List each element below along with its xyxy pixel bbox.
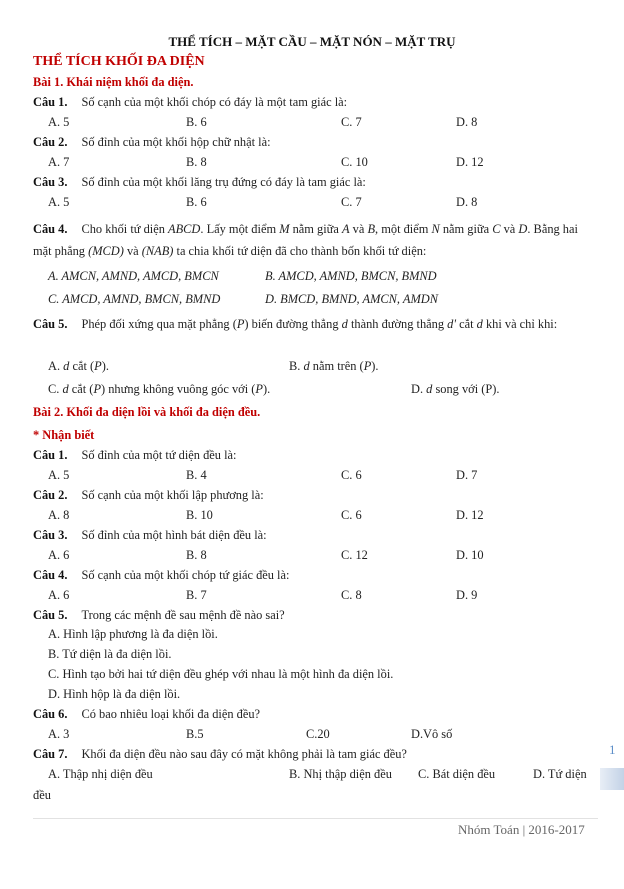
question-label: Câu 3.	[33, 175, 68, 189]
question-label: Câu 2.	[33, 488, 68, 502]
page-edge-tab	[600, 768, 624, 790]
option-b: B. 8	[186, 155, 207, 169]
option-c: C. 6	[341, 508, 362, 522]
question-2-7	[33, 744, 598, 765]
option-b: B. 4	[186, 468, 207, 482]
option-a: A. 5	[48, 115, 70, 129]
option-c: C. 6	[341, 468, 362, 482]
option-a: A. 6	[48, 548, 70, 562]
question-2-1	[33, 445, 598, 466]
question-1-2	[33, 132, 598, 153]
question-text: Số cạnh của một khối lập phương là:	[81, 488, 264, 502]
page-number: 1	[609, 742, 616, 757]
question-label: Câu 5.	[33, 317, 68, 331]
question-text: Số đỉnh của một hình bát diện đều là:	[81, 528, 267, 542]
option-a: A. Thập nhị diện đều	[48, 767, 153, 781]
option-d: D. 8	[456, 115, 478, 129]
option-b: B. AMCD, AMND, BMCN, BMND	[265, 269, 437, 283]
question-1-1	[33, 92, 598, 113]
question-label: Câu 4.	[33, 222, 68, 236]
question-label: Câu 6.	[33, 707, 68, 721]
level-heading: * Nhận biết	[33, 428, 95, 442]
option-c: C.20	[306, 727, 330, 741]
question-2-2	[33, 485, 598, 506]
option-c: C. Bát diện đều	[418, 767, 496, 781]
option-b: B. Tứ diện là đa diện lồi.	[48, 647, 172, 661]
footer-divider	[33, 818, 598, 819]
option-c: C. 7	[341, 195, 362, 209]
question-label: Câu 5.	[33, 608, 68, 622]
option-b: B. 10	[186, 508, 213, 522]
question-label: Câu 2.	[33, 135, 68, 149]
option-c: C. 12	[341, 548, 368, 562]
option-b: B. d nằm trên (P).	[289, 359, 379, 373]
option-d: D. 12	[456, 155, 484, 169]
question-2-6	[33, 704, 598, 725]
question-1-3	[33, 172, 598, 193]
option-b: B. 8	[186, 548, 207, 562]
option-b: B. 6	[186, 115, 207, 129]
question-text: Có bao nhiêu loại khối đa diện đều?	[81, 707, 261, 721]
option-a: A. AMCN, AMND, AMCD, BMCN	[48, 269, 219, 283]
question-label: Câu 7.	[33, 747, 68, 761]
question-2-5	[33, 605, 598, 626]
option-c: C. d cắt (P) nhưng không vuông góc với (P).	[48, 382, 271, 396]
footer-text: Nhóm Toán | 2016-2017	[458, 822, 585, 837]
section-heading: THỂ TÍCH KHỐI ĐA DIỆN	[33, 54, 205, 69]
question-text: Số cạnh của một khối chóp tứ giác đều là:	[81, 568, 290, 582]
option-c: C. 10	[341, 155, 368, 169]
lesson-2-heading: Bài 2. Khối đa diện lồi và khối đa diện đều.	[33, 405, 261, 419]
option-a: A. 6	[48, 588, 70, 602]
option-d-continuation: đều	[33, 788, 51, 802]
lesson-1-heading: Bài 1. Khái niệm khối đa diện.	[33, 75, 194, 89]
option-d: D. 8	[456, 195, 478, 209]
question-text: Số đỉnh của một khối hộp chữ nhật là:	[81, 135, 271, 149]
option-d: D. d song với (P).	[411, 382, 500, 396]
question-text: Số cạnh của một khối chóp có đáy là một tam giác là:	[81, 95, 348, 109]
option-a: A. d cắt (P).	[48, 359, 109, 373]
option-d: D.Vô số	[411, 727, 453, 741]
option-d: D. 7	[456, 468, 478, 482]
option-a: A. 7	[48, 155, 70, 169]
option-d: D. 10	[456, 548, 484, 562]
question-1-4: Câu 4. Cho khối tứ diện ABCD. Lấy một điểm M nằm giữa A và B, một điểm N nằm giữa C và D. Bằng hai mặt phẳng (MCD) và (NAB) ta chia khối tứ diện đã cho thành bốn khối tứ diện:	[33, 222, 578, 258]
option-b: B. Nhị thập diện đều	[289, 767, 392, 781]
question-2-4	[33, 565, 598, 586]
option-c: C. 7	[341, 115, 362, 129]
option-d: D. Hình hộp là đa diện lồi.	[48, 687, 181, 701]
option-d: D. 9	[456, 588, 478, 602]
question-label: Câu 3.	[33, 528, 68, 542]
option-b: B. 6	[186, 195, 207, 209]
option-a: A. 3	[48, 727, 70, 741]
option-d: D. BMCD, BMND, AMCN, AMDN	[265, 292, 439, 306]
question-text: Trong các mệnh đề sau mệnh đề nào sai?	[81, 608, 285, 622]
question-text: Khối đa diện đều nào sau đây có mặt không phải là tam giác đều?	[81, 747, 407, 761]
option-c: C. Hình tạo bởi hai tứ diện đều ghép với nhau là một hình đa diện lồi.	[48, 667, 394, 681]
option-c: C. 8	[341, 588, 362, 602]
option-a: A. Hình lập phương là đa diện lồi.	[48, 627, 218, 641]
option-b: B.5	[186, 727, 204, 741]
question-text: Số đỉnh của một khối lăng trụ đứng có đáy là tam giác là:	[81, 175, 366, 189]
question-1-5: Câu 5. Phép đối xứng qua mặt phẳng (P) biến đường thẳng d thành đường thẳng d' cắt d khi và chỉ khi:	[33, 317, 558, 331]
option-c: C. AMCD, AMND, BMCN, BMND	[48, 292, 221, 306]
option-b: B. 7	[186, 588, 207, 602]
question-2-3	[33, 525, 598, 546]
question-label: Câu 1.	[33, 448, 68, 462]
option-d: D. 12	[456, 508, 484, 522]
question-label: Câu 4.	[33, 568, 68, 582]
option-a: A. 8	[48, 508, 70, 522]
question-text: Số đỉnh của một tứ diện đều là:	[81, 448, 237, 462]
question-label: Câu 1.	[33, 95, 68, 109]
option-a: A. 5	[48, 468, 70, 482]
document-title: THỂ TÍCH – MẶT CẦU – MẶT NÓN – MẶT TRỤ	[168, 34, 456, 49]
option-a: A. 5	[48, 195, 70, 209]
option-d: D. Tứ diện	[533, 767, 587, 781]
